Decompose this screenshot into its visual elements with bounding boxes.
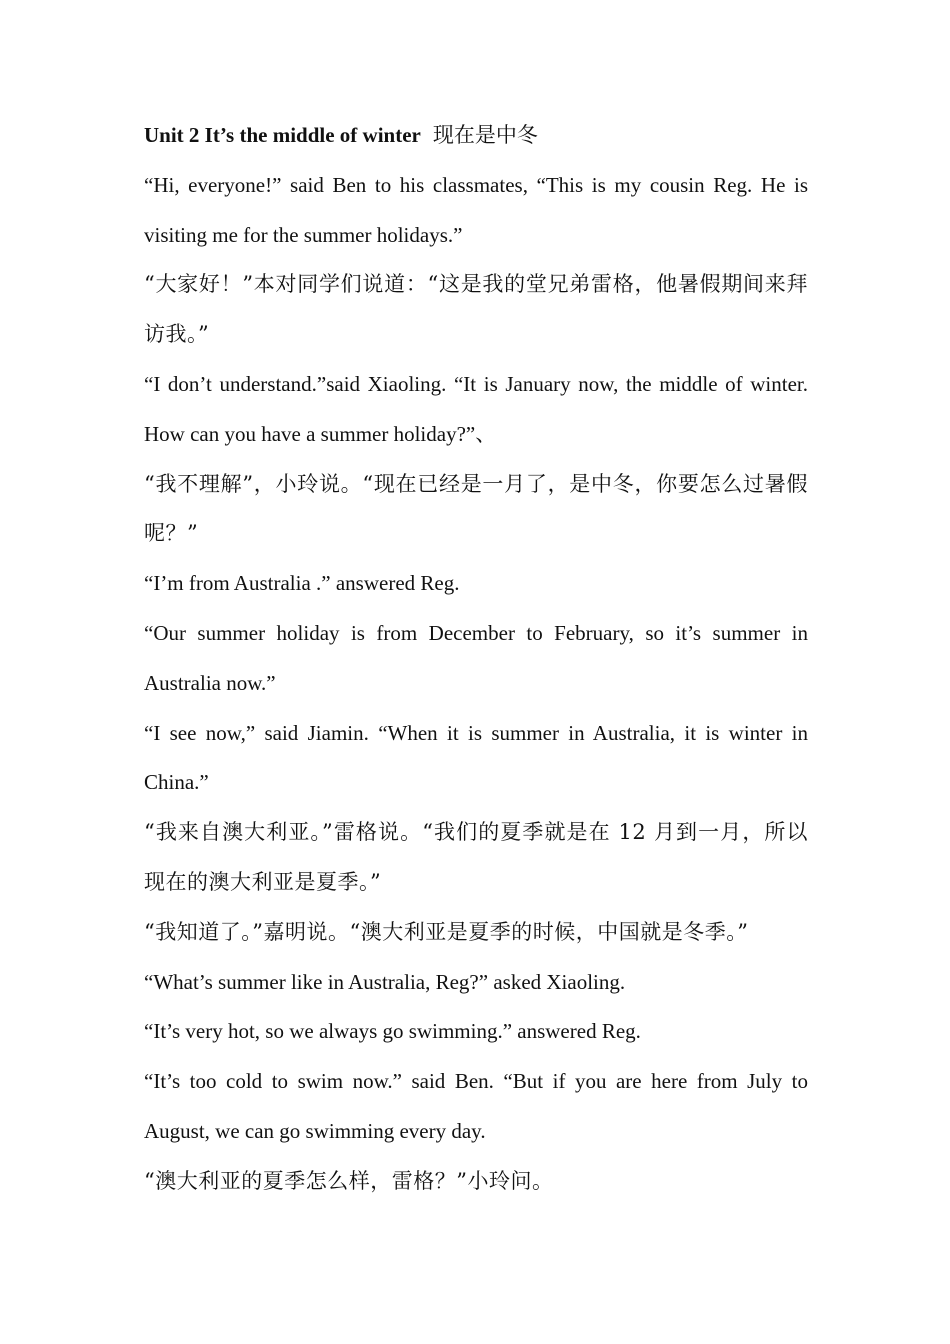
paragraph-reg-answer-zh: “我来自澳大利亚。”雷格说。“我们的夏季就是在 12 月到一月，所以现在的澳大利亚是夏季。” [144, 820, 808, 894]
paragraph-xiaoling-ask-zh: “澳大利亚的夏季怎么样，雷格？”小玲问。 [144, 1168, 554, 1193]
paragraph-jiamin-reply: “I see now,” said Jiamin. “When it is summer in Australia, it is winter in China.” [144, 720, 808, 795]
paragraph-reg-answer: “I’m from Australia .” answered Reg. [144, 571, 460, 596]
paragraph-xiaoling-ask: “What’s summer like in Australia, Reg?” asked Xiaoling. [144, 969, 626, 994]
title-chinese: 现在是中冬 [432, 123, 538, 147]
paragraph-reg-summer: “Our summer holiday is from December to February, so it’s summer in Australia now.” [144, 620, 808, 695]
paragraph-xiaoling-question-zh: “我不理解”，小玲说。“现在已经是一月了，是中冬，你要怎么过暑假呢？” [144, 471, 808, 546]
document-body [144, 111, 808, 1207]
paragraph-jiamin-reply-zh: “我知道了。”嘉明说。“澳大利亚是夏季的时候，中国就是冬季。” [144, 919, 749, 944]
paragraph-ben-greeting: “Hi, everyone!” said Ben to his classmates, “This is my cousin Reg. He is visiting me for the summer holidays.” [144, 172, 808, 247]
document-title [144, 111, 808, 161]
paragraph-xiaoling-question: “I don’t understand.”said Xiaoling. “It is January now, the middle of winter. How can you have a summer holiday?”、 [144, 371, 808, 446]
title-english: Unit 2 It’s the middle of winter [144, 123, 421, 147]
paragraph-ben-greeting-zh: “大家好！”本对同学们说道：“这是我的堂兄弟雷格，他暑假期间来拜访我。” [144, 272, 808, 347]
paragraph-reg-hot: “It’s very hot, so we always go swimming.” answered Reg. [144, 1019, 641, 1044]
paragraph-ben-swim: “It’s too cold to swim now.” said Ben. “But if you are here from July to August, we can go swimming every day. [144, 1069, 808, 1143]
